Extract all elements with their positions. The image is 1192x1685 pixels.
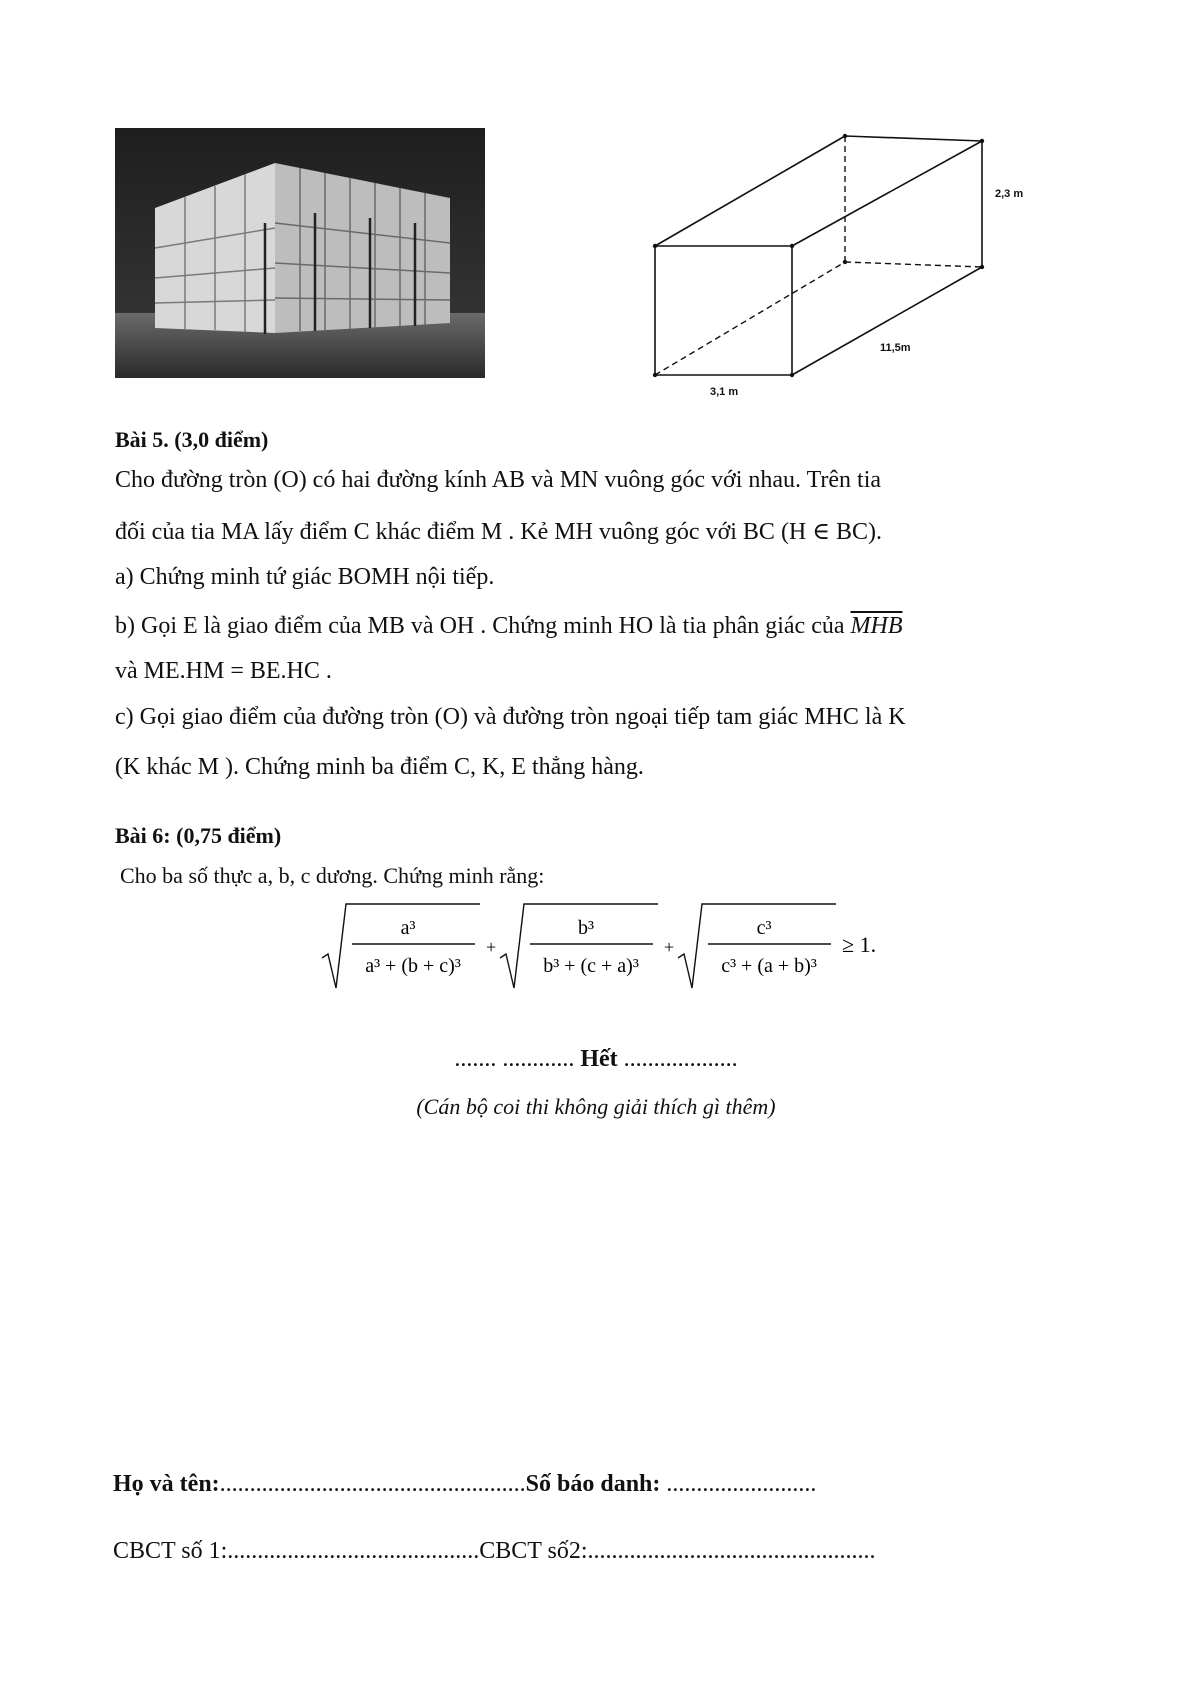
- end-dots-left: ....... ............: [454, 1046, 575, 1072]
- width-label: 3,1 m: [710, 386, 739, 398]
- bai5-part-c-line2: (K khác M ). Chứng minh ba điểm C, K, E thẳng hàng.: [115, 754, 644, 780]
- bai5-part-b-line2: và ME.HM = BE.HC .: [115, 658, 332, 684]
- length-label: 11,5m: [880, 342, 911, 354]
- bai5-line2: đối của tia MA lấy điểm C khác điểm M . Kẻ MH vuông góc với BC (H ∈ BC).: [115, 519, 883, 545]
- end-dots-right: ...................: [623, 1046, 738, 1072]
- inequality-sign: ≥ 1.: [842, 932, 877, 957]
- box-diagram: [640, 125, 1060, 400]
- bai5-part-c-line1: c) Gọi giao điểm của đường tròn (O) và đường tròn ngoại tiếp tam giác MHC là K: [115, 704, 906, 730]
- bai6-statement: Cho ba số thực a, b, c dương. Chứng minh rằng:: [120, 863, 545, 888]
- term1-numerator: a³: [400, 917, 416, 939]
- end-label: Hết: [580, 1046, 618, 1072]
- name-label: Họ và tên:: [113, 1471, 220, 1497]
- term2-numerator: b³: [578, 917, 594, 939]
- angle-mhb: $\overline{MHB}$: [850, 613, 903, 639]
- term3-numerator: c³: [756, 917, 772, 939]
- cbct2-label: CBCT số2:: [479, 1538, 588, 1564]
- end-marker: [0, 1046, 1192, 1073]
- cbct1-dots: ..........................................: [227, 1538, 480, 1564]
- bai5-part-b-text: b) Gọi E là giao điểm của MB và OH . Chứng minh HO là tia phân giác của: [115, 613, 851, 639]
- sbd-label: Số báo danh:: [525, 1471, 661, 1497]
- cbct2-dots: ................................................: [587, 1538, 876, 1564]
- plus-2: +: [664, 937, 675, 957]
- term3-denominator: c³ + (a + b)³: [721, 955, 817, 977]
- name-dots: ...................................................: [219, 1471, 526, 1497]
- sbd-dots: .........................: [666, 1471, 817, 1497]
- height-label: 2,3 m: [995, 188, 1024, 200]
- bai5-heading: Bài 5. (3,0 điểm): [115, 427, 269, 452]
- building-icon: [115, 128, 485, 378]
- cbct1-label: CBCT số 1:: [113, 1538, 228, 1564]
- bai5-part-a: a) Chứng minh tứ giác BOMH nội tiếp.: [115, 564, 495, 590]
- building-photo: [115, 128, 485, 378]
- candidate-name-field: [113, 1471, 816, 1498]
- inequality-formula: [320, 896, 900, 996]
- proctor-note: (Cán bộ coi thi không giải thích gì thêm): [416, 1094, 776, 1119]
- bai5-part-b-line1: [115, 610, 903, 642]
- term2-denominator: b³ + (c + a)³: [543, 955, 639, 977]
- bai6-heading: Bài 6: (0,75 điểm): [115, 823, 282, 848]
- plus-1: +: [486, 937, 497, 957]
- bai5-line1: Cho đường tròn (O) có hai đường kính AB và MN vuông góc với nhau. Trên tia: [115, 467, 882, 493]
- proctor-field: [113, 1538, 876, 1565]
- term1-denominator: a³ + (b + c)³: [365, 955, 461, 977]
